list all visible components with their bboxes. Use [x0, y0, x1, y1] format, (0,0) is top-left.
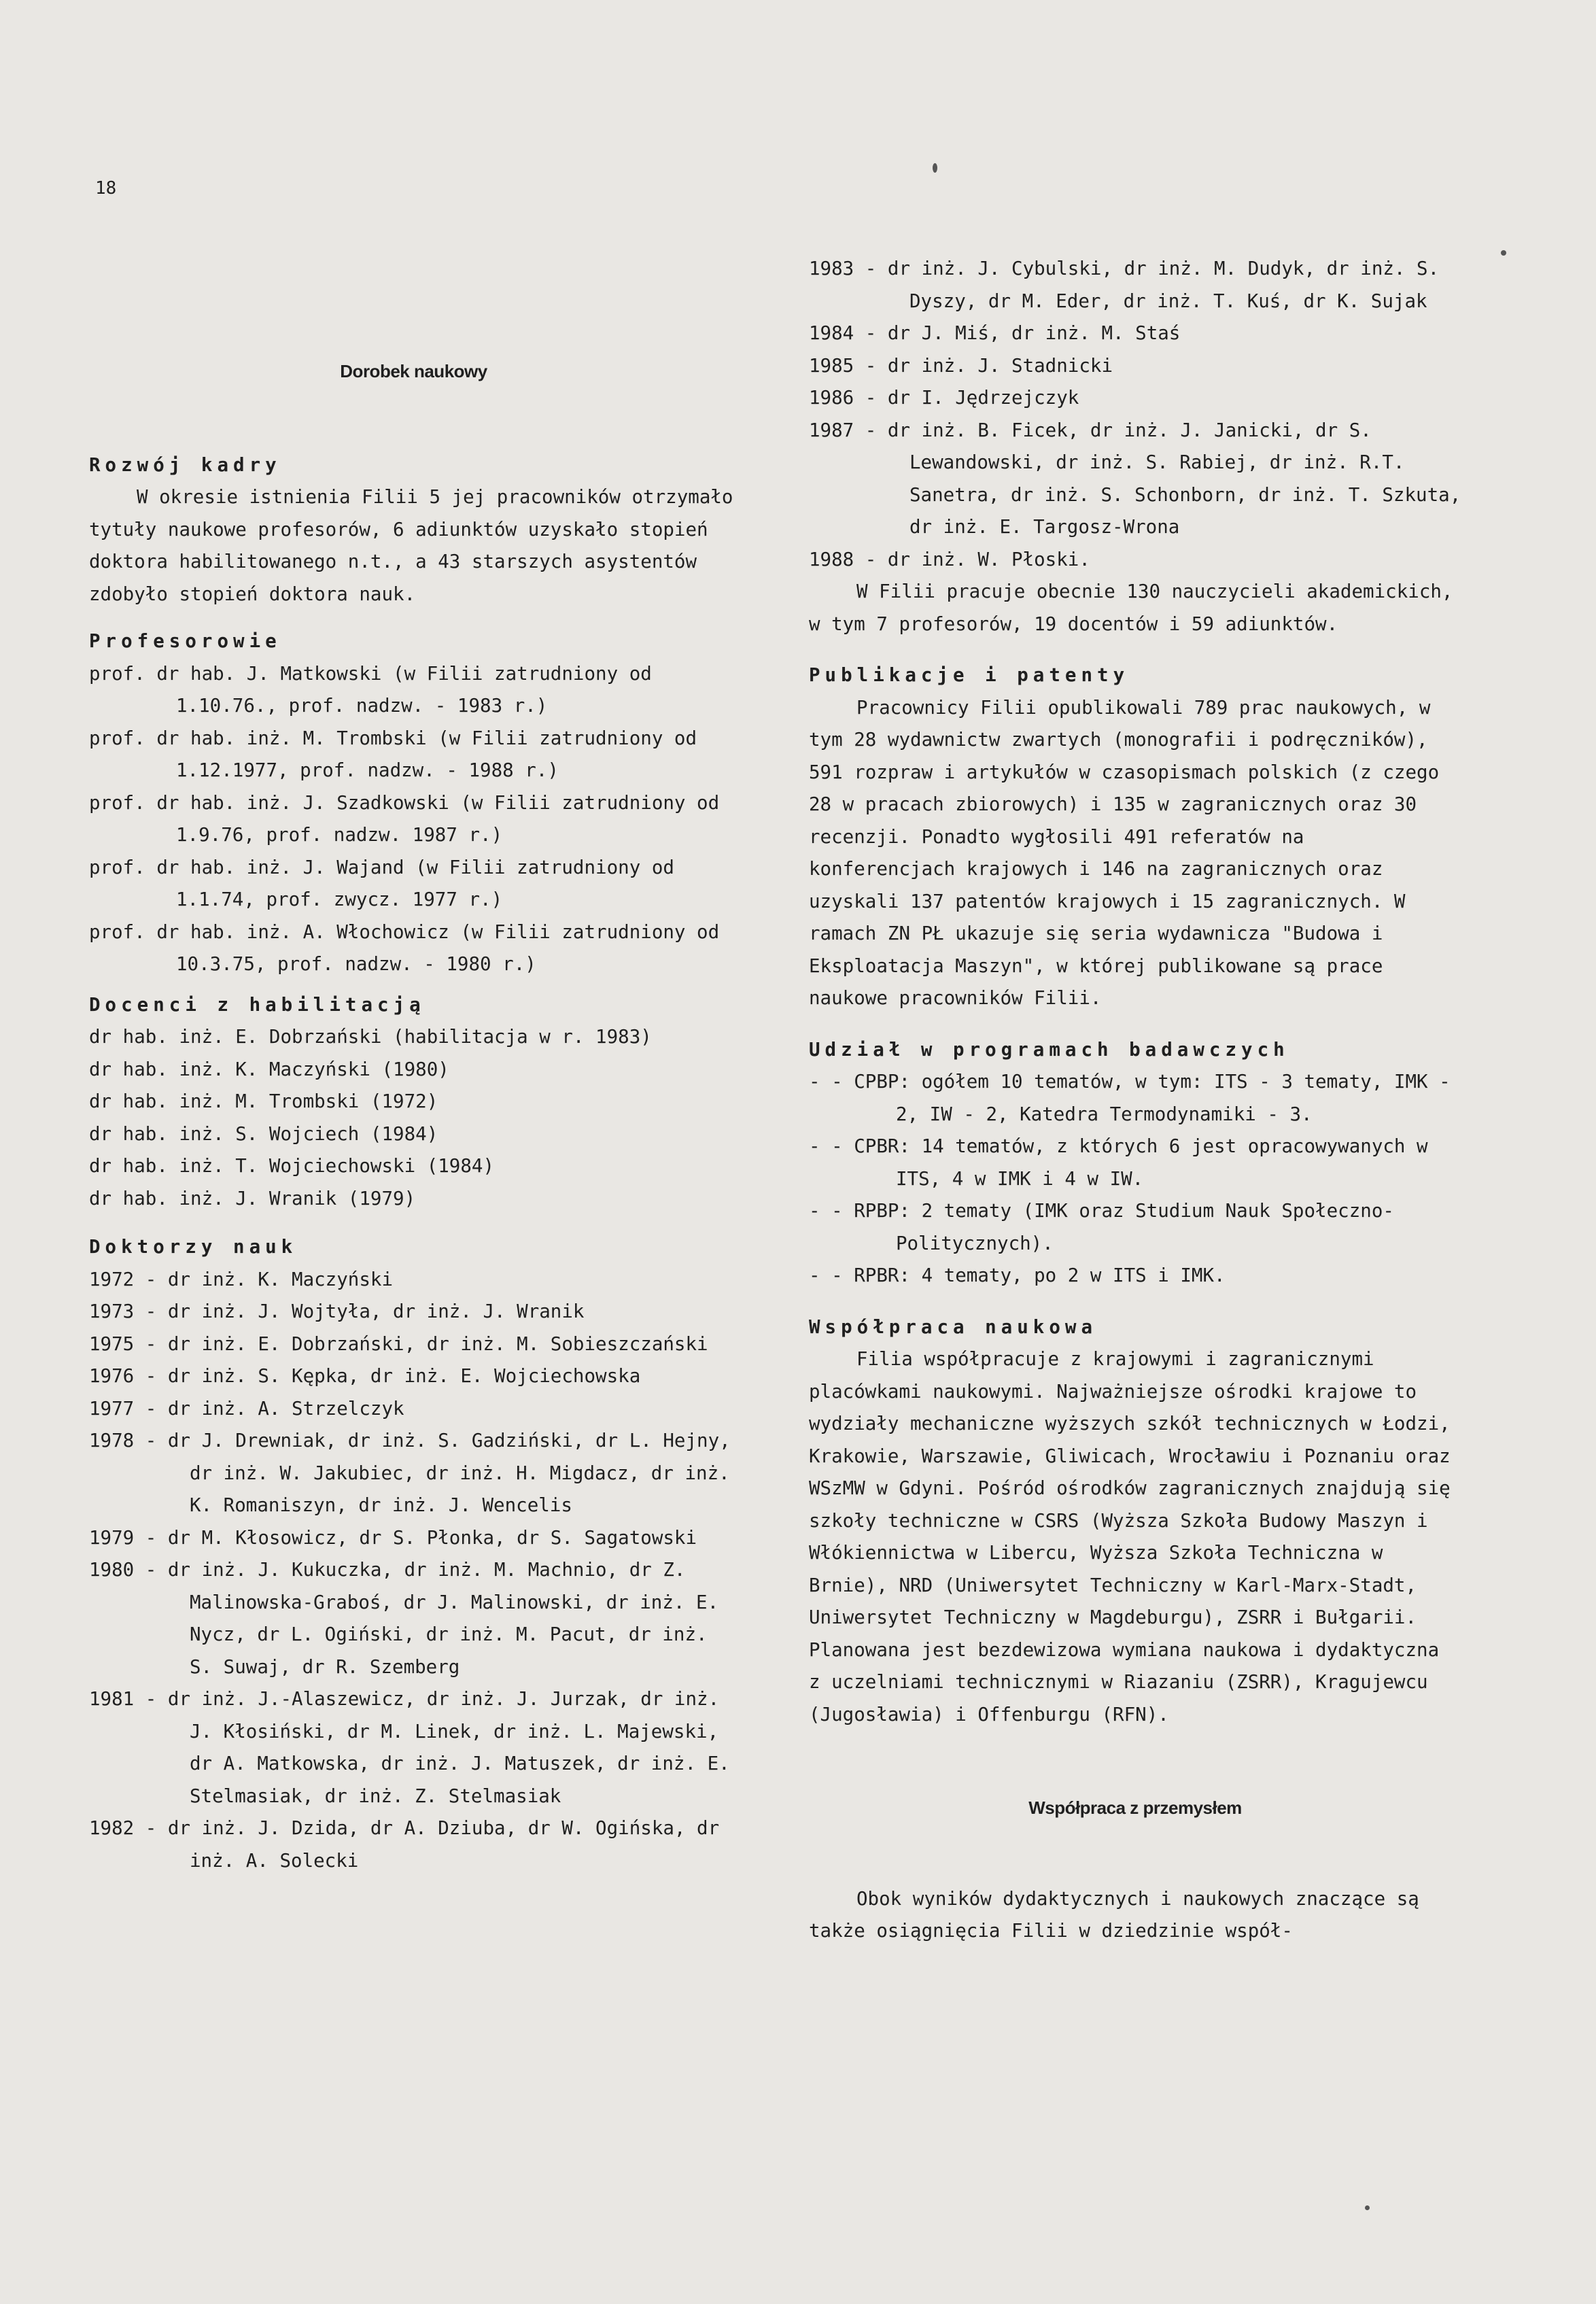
- scan-speck: [933, 163, 937, 173]
- professor-entry: prof. dr hab. inż. A. Włochowicz (w Filii zatrudniony od 10.3.75, prof. nadzw. - 1980 r.): [89, 921, 720, 975]
- scan-speck: [1501, 250, 1506, 256]
- kadra-paragraph: W okresie istnienia Filii 5 jej pracowników otrzymało tytuły naukowe profesorów, 6 adiunktów uzyskało stopień doktora habilitowanego n.t., a 43 starszych asystentów zdobyło stopień doktora nauk.: [89, 486, 733, 605]
- doctors-year-entry: 1982 - dr inż. J. Dzida, dr A. Dziuba, dr W. Ogińska, dr inż. A. Solecki: [89, 1817, 720, 1872]
- cooperation-paragraph: Filia współpracuje z krajowymi i zagranicznymi placówkami naukowymi. Najważniejsze ośrodki krajowe to wydziały mechaniczne wyższych szkół technicznych w Łodzi, Krakowie, Warszawie, Gliwicach, Wrocławiu i Poznaniu oraz WSzMW w Gdyni. Pośród ośrodków zagranicznych znajdują się szkoły techniczne w CSRS (Wyższa Szkoła Budowy Maszyn i Włókiennictwa w Libercu, Wyższa Szkoła Techniczna w Brnie), NRD (Uniwersytet Techniczny w Karl-Marx-Stadt, Uniwersytet Techniczny w Magdeburgu), ZSRR i Bułgarii. Planowana jest bezdewizowa wymiana naukowa i dydaktyczna z uczelniami technicznymi w Riazaniu (ZSRR), Kragujewcu (Jugosławia) i Offenburgu (RFN).: [809, 1348, 1451, 1725]
- programs-heading: Udział w programach badawczych: [809, 1038, 1289, 1061]
- doctors-year-entry: 1977 - dr inż. A. Strzelczyk: [89, 1397, 404, 1420]
- industry-heading: Współpraca z przemysłem: [1028, 1798, 1242, 1818]
- program-entry: - - RPBP: 2 tematy (IMK oraz Studium Nauk Społeczno-Politycznych).: [809, 1200, 1394, 1254]
- doctors-year-entry: 1976 - dr inż. S. Kępka, dr inż. E. Wojciechowska: [89, 1365, 641, 1387]
- cooperation-heading: Współpraca naukowa: [809, 1316, 1098, 1338]
- program-entry: - - RPBR: 4 tematy, po 2 w ITS i IMK.: [809, 1265, 1226, 1286]
- doctors-year-entry: 1979 - dr M. Kłosowicz, dr S. Płonka, dr S. Sagatowski: [89, 1526, 697, 1549]
- left-column: [89, 356, 738, 1877]
- scan-speck: [1365, 2205, 1370, 2210]
- doctors-year-entry: 1981 - dr inż. J.-Alaszewicz, dr inż. J. Jurzak, dr inż. J. Kłosiński, dr M. Linek, dr inż. L. Majewski, dr A. Matkowska, dr inż. J. Matuszek, dr inż. E. Stelmasiak, dr inż. Z. Stelmasiak: [89, 1688, 730, 1807]
- doctors-year-entry: 1975 - dr inż. E. Dobrzański, dr inż. M. Sobieszczański: [89, 1332, 708, 1355]
- program-entry: - - CPBR: 14 tematów, z których 6 jest opracowywanych w ITS, 4 w IMK i 4 w IW.: [809, 1135, 1428, 1190]
- publications-heading: Publikacje i patenty: [809, 664, 1130, 686]
- docent-entry: dr hab. inż. M. Trombski (1972): [89, 1090, 438, 1112]
- program-entry: - - CPBP: ogółem 10 tematów, w tym: ITS - 3 tematy, IMK - 2, IW - 2, Katedra Termodynamiki - 3.: [809, 1071, 1451, 1125]
- docents-heading: Docenci z habilitacją: [89, 993, 426, 1016]
- page-number: 18: [95, 178, 117, 199]
- main-heading: Dorobek naukowy: [340, 361, 487, 381]
- doctors-year-entry: 1983 - dr inż. J. Cybulski, dr inż. M. Dudyk, dr inż. S. Dyszy, dr M. Eder, dr inż. T. Kuś, dr K. Sujak: [809, 258, 1440, 312]
- professor-entry: prof. dr hab. J. Matkowski (w Filii zatrudniony od 1.10.76., prof. nadzw. - 1983 r.): [89, 662, 652, 717]
- docent-entry: dr hab. inż. J. Wranik (1979): [89, 1187, 416, 1209]
- professor-entry: prof. dr hab. inż. M. Trombski (w Filii zatrudniony od 1.12.1977, prof. nadzw. - 1988 r.): [89, 727, 697, 781]
- right-column: [809, 253, 1461, 1948]
- doctors-heading: Doktorzy nauk: [89, 1236, 298, 1258]
- doctors-year-entry: 1972 - dr inż. K. Maczyński: [89, 1268, 394, 1290]
- doctors-year-entry: 1985 - dr inż. J. Stadnicki: [809, 354, 1113, 377]
- doctors-year-entry: 1973 - dr inż. J. Wojtyła, dr inż. J. Wranik: [89, 1301, 585, 1322]
- professor-entry: prof. dr hab. inż. J. Szadkowski (w Filii zatrudniony od 1.9.76, prof. nadzw. 1987 r.): [89, 791, 720, 846]
- doctors-year-entry: 1980 - dr inż. J. Kukuczka, dr inż. M. Machnio, dr Z. Malinowska-Graboś, dr J. Malinowski, dr inż. E. Nycz, dr L. Ogiński, dr inż. M. Pacut, dr inż. S. Suwaj, dr R. Szemberg: [89, 1559, 719, 1678]
- industry-paragraph: Obok wyników dydaktycznych i naukowych znaczące są także osiągnięcia Filii w dziedzinie współ-: [809, 1887, 1419, 1942]
- docent-entry: dr hab. inż. S. Wojciech (1984): [89, 1122, 438, 1145]
- docent-entry: dr hab. inż. K. Maczyński (1980): [89, 1058, 449, 1080]
- docent-entry: dr hab. inż. T. Wojciechowski (1984): [89, 1155, 495, 1177]
- doctors-year-entry: 1986 - dr I. Jędrzejczyk: [809, 387, 1079, 409]
- kadra-heading: Rozwój kadry: [89, 453, 281, 476]
- professor-entry: prof. dr hab. inż. J. Wajand (w Filii zatrudniony od 1.1.74, prof. zwycz. 1977 r.): [89, 856, 674, 910]
- publications-paragraph: Pracownicy Filii opublikowali 789 prac naukowych, w tym 28 wydawnictw zwartych (monografii i podręczników), 591 rozpraw i artykułów w czasopismach polskich (z czego 28 w pracach zbiorowych) i 135 w zagranicznych oraz 30 recenzji. Ponadto wygłosili 491 referatów na konferencjach krajowych i 146 na zagranicznych oraz uzyskali 137 patentów krajowych i 15 zagranicznych. W ramach ZN PŁ ukazuje się seria wydawnicza "Budowa i Eksploatacja Maszyn", w której publikowane są prace naukowe pracowników Filii.: [809, 696, 1440, 1009]
- doctors-year-entry: 1988 - dr inż. W. Płoski.: [809, 548, 1090, 570]
- staff-paragraph: W Filii pracuje obecnie 130 nauczycieli akademickich, w tym 7 profesorów, 19 docentów i 59 adiunktów.: [809, 581, 1453, 635]
- doctors-year-entry: 1987 - dr inż. B. Ficek, dr inż. J. Janicki, dr S. Lewandowski, dr inż. S. Rabiej, dr inż. R.T. Sanetra, dr inż. S. Schonborn, dr inż. T. Szkuta, dr inż. E. Targosz-Wrona: [809, 419, 1461, 538]
- doctors-year-entry: 1984 - dr J. Miś, dr inż. M. Staś: [809, 322, 1181, 344]
- docent-entry: dr hab. inż. E. Dobrzański (habilitacja w r. 1983): [89, 1026, 652, 1048]
- professors-heading: Profesorowie: [89, 630, 281, 652]
- doctors-year-entry: 1978 - dr J. Drewniak, dr inż. S. Gadziński, dr L. Hejny, dr inż. W. Jakubiec, dr inż. H. Migdacz, dr inż. K. Romaniszyn, dr inż. J. Wencelis: [89, 1430, 731, 1516]
